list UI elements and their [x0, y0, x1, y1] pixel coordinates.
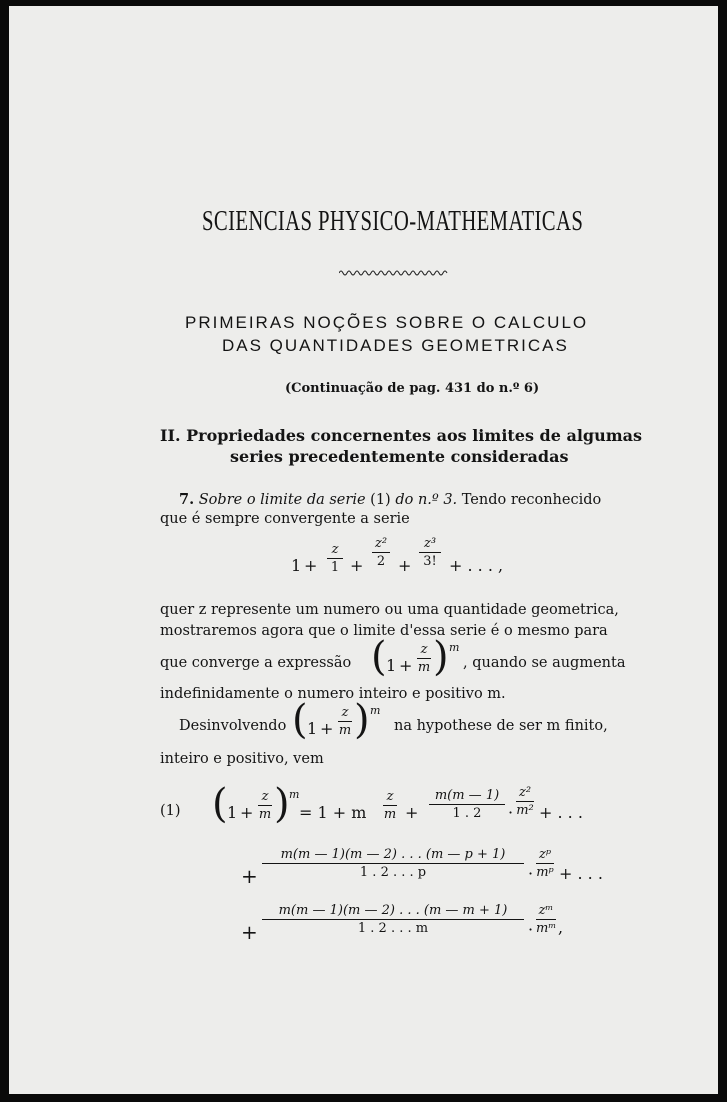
eq-fraction-mm1: m(m — 1) 1 . 2	[429, 789, 505, 820]
journal-section-title: SCIENCIAS PHYSICO-MATHEMATICAS	[202, 206, 584, 237]
expr2-one: 1	[307, 719, 318, 738]
paragraph-quer-line3a: que converge a expressão	[160, 655, 352, 671]
eq-fraction-z2m2: z² m²	[516, 785, 534, 818]
expr2-plus: +	[320, 719, 334, 738]
paragraph-desenv-b: na hypothese de ser m finito,	[394, 718, 608, 734]
series-plus-1: +	[304, 556, 318, 575]
paragraph-quer-line4: indefinidamente o numero inteiro e positivo m.	[160, 686, 506, 702]
equation-label: (1)	[160, 803, 181, 819]
expr2-fraction: z m	[338, 705, 352, 738]
expr2-right-paren: )	[354, 697, 370, 743]
eq-fraction-zm-2: z m	[383, 789, 397, 822]
section-heading-line1: II. Propriedades concernentes aos limites de algumas	[160, 426, 643, 445]
series-plus-2: +	[350, 556, 364, 575]
eq-dot-1: ·	[508, 803, 514, 822]
paragraph-7-line2: que é sempre convergente a serie	[160, 511, 410, 527]
expr-one: 1	[386, 656, 397, 675]
expr-exponent: m	[449, 641, 460, 654]
eq-line3-fraction: m(m — 1)(m — 2) . . . (m — m + 1) 1 . 2 . . . m	[262, 904, 524, 935]
series-lead: 1	[291, 556, 302, 575]
eq-comma: ,	[558, 918, 564, 937]
eq-dots-1: + . . .	[539, 803, 583, 822]
article-title-line2: DAS QUANTIDADES GEOMETRICAS	[222, 336, 569, 355]
number-ref: n.º 3.	[417, 492, 458, 508]
paragraph-desenv-line2: inteiro e positivo, vem	[160, 751, 324, 767]
paragraph-number: 7.	[179, 491, 195, 508]
eq-exponent: m	[289, 788, 300, 801]
eq-line2-plus: +	[241, 864, 258, 888]
eq-plus: +	[240, 803, 254, 822]
eq-fraction-zm: z m	[258, 789, 272, 822]
expr-plus: +	[399, 656, 413, 675]
eq-right-paren: )	[274, 781, 290, 827]
series-ref: (1)	[370, 492, 391, 508]
paragraph-topic: Sobre o limite da serie	[198, 492, 366, 508]
paragraph-desenv-a: Desinvolvendo	[179, 718, 287, 734]
continuation-note: (Continuação de pag. 431 do n.º 6)	[285, 381, 540, 396]
paragraph-quer-line2: mostraremos agora que o limite d'essa serie é o mesmo para	[160, 623, 608, 639]
eq-dot-2: ·	[528, 864, 534, 883]
eq-dots-2: + . . .	[559, 864, 603, 883]
series-tail: + . . . ,	[449, 556, 504, 575]
expr-right-paren: )	[433, 634, 449, 680]
paragraph-7-rest: Tendo reconhecido	[461, 492, 602, 508]
do-word: do	[395, 492, 414, 508]
series-term-3: z³ 3!	[419, 537, 441, 568]
eq-rhs-start: = 1 + m	[299, 803, 367, 822]
paragraph-quer-line1: quer z represente um numero ou uma quantidade geometrica,	[160, 602, 619, 618]
expr-left-paren: (	[371, 634, 387, 680]
eq-fraction-zpmp: zᵖ mᵖ	[536, 847, 554, 880]
eq-fraction-zmmm: zᵐ mᵐ	[536, 903, 557, 936]
eq-line3-plus: +	[241, 920, 258, 944]
paragraph-quer-line3b: , quando se augmenta	[463, 655, 626, 671]
eq-left-paren: (	[212, 781, 228, 827]
book-page	[9, 6, 718, 1094]
eq-one: 1	[227, 803, 238, 822]
eq-line2-fraction: m(m — 1)(m — 2) . . . (m — p + 1) 1 . 2 . . . p	[262, 848, 524, 879]
paragraph-7-line1	[179, 491, 601, 508]
article-title-line1: PRIMEIRAS NOÇÕES SOBRE O CALCULO	[185, 313, 589, 332]
expr2-left-paren: (	[292, 697, 308, 743]
eq-plus-2: +	[405, 803, 419, 822]
expr2-exponent: m	[370, 704, 381, 717]
section-heading-line2: series precedentemente consideradas	[230, 447, 569, 466]
series-plus-3: +	[398, 556, 412, 575]
decorative-wavy-rule	[339, 269, 449, 277]
expr-fraction: z m	[417, 642, 431, 675]
series-term-1: z 1	[327, 543, 343, 574]
series-term-2: z² 2	[372, 537, 390, 568]
eq-dot-3: ·	[528, 920, 534, 939]
